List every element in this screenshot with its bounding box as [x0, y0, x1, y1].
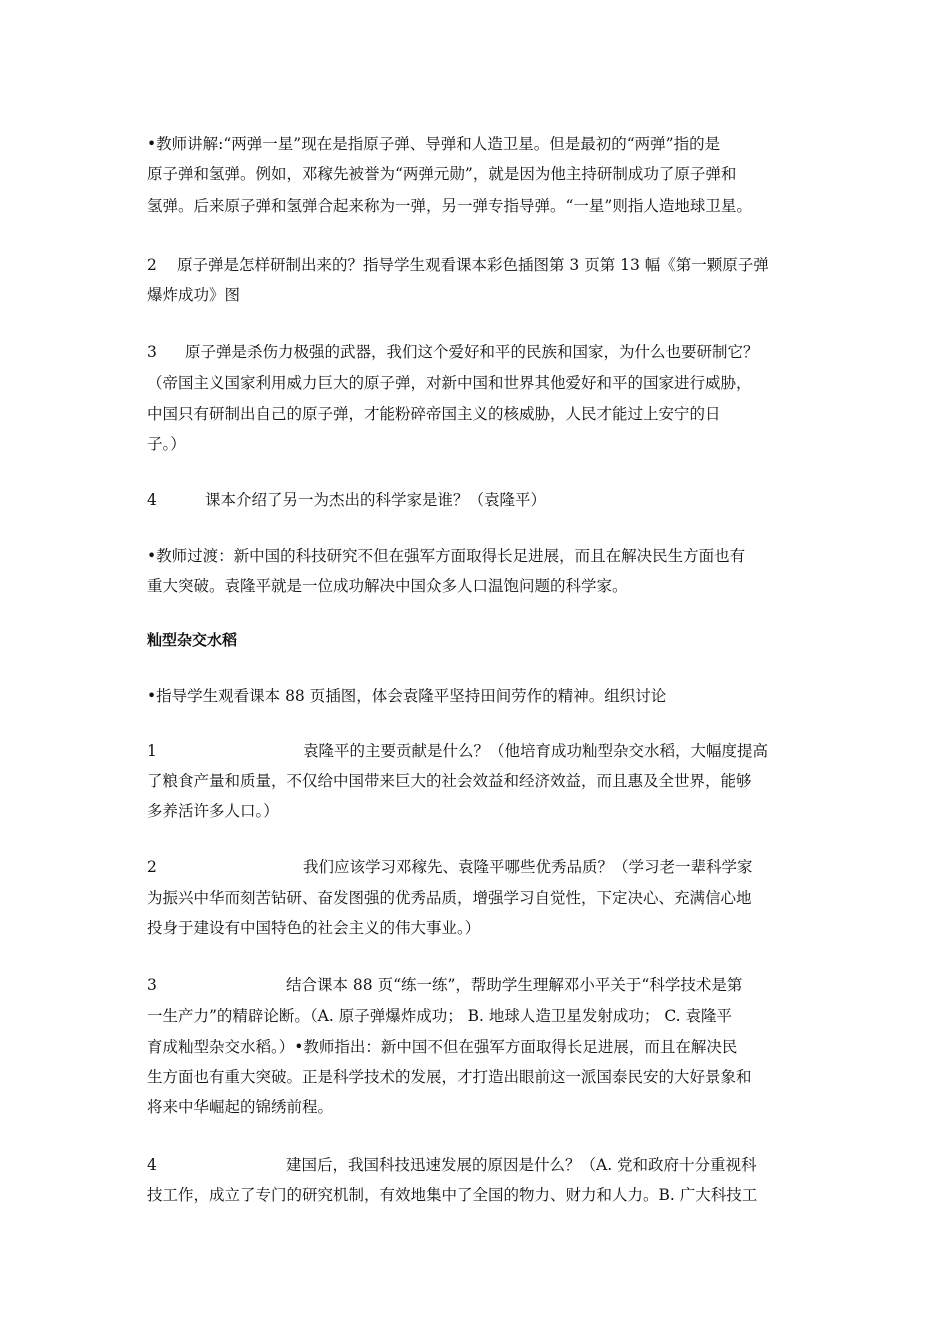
paragraph-line: 技工作，成立了专门的研究机制，有效地集中了全国的物力、财力和人力。B. 广大科技工 [147, 1186, 758, 1204]
paragraph-line: 子。） [147, 435, 186, 453]
paragraph-line: 一生产力”的精辟论断。（A. 原子弹爆炸成功； B. 地球人造卫星发射成功； C. 袁隆平 [147, 1007, 732, 1025]
paragraph-line: 多养活许多人口。） [147, 802, 279, 820]
list-number: 3 [147, 976, 157, 994]
paragraph-line: 重大突破。袁隆平就是一位成功解决中国众多人口温饱问题的科学家。 [147, 577, 628, 595]
paragraph-line: 生方面也有重大突破。正是科学技术的发展，才打造出眼前这一派国泰民安的大好景象和 [147, 1068, 752, 1086]
paragraph-line: •教师过渡：新中国的科技研究不但在强军方面取得长足进展，而且在解决民生方面也有 [147, 547, 746, 565]
paragraph-line: 原子弹和氢弹。例如，邓稼先被誉为“两弹元勋”，就是因为他主持研制成功了原子弹和 [147, 165, 737, 183]
paragraph-line: 氢弹。后来原子弹和氢弹合起来称为一弹，另一弹专指导弹。“一星”则指人造地球卫星。 [147, 197, 752, 215]
paragraph-line: 爆炸成功》图 [147, 286, 241, 304]
list-number: 2 [147, 256, 157, 274]
paragraph-line: 为振兴中华而刻苦钻研、奋发图强的优秀品质，增强学习自觉性，下定决心、充满信心地 [147, 889, 752, 907]
paragraph-line: 育成籼型杂交水稻。）•教师指出：新中国不但在强军方面取得长足进展，而且在解决民 [147, 1038, 738, 1056]
paragraph-line: 原子弹是杀伤力极强的武器，我们这个爱好和平的民族和国家，为什么也要研制它？ [185, 343, 759, 361]
paragraph-line: 课本介绍了另一为杰出的科学家是谁？（袁隆平） [205, 491, 547, 509]
paragraph-line: 将来中华崛起的锦绣前程。 [147, 1098, 334, 1116]
paragraph-line: 投身于建设有中国特色的社会主义的伟大事业。） [147, 919, 481, 937]
paragraph-line: （帝国主义国家利用威力巨大的原子弹，对新中国和世界其他爱好和平的国家进行威胁， [147, 374, 752, 392]
list-number: 2 [147, 858, 157, 876]
paragraph-line: 我们应该学习邓稼先、袁隆平哪些优秀品质？（学习老一辈科学家 [303, 858, 753, 876]
paragraph-line: 原子弹是怎样研制出来的？指导学生观看课本彩色插图第 3 页第 13 幅《第一颗原子弹 [177, 256, 769, 274]
paragraph-line: •指导学生观看课本 88 页插图，体会袁隆平坚持田间劳作的精神。组织讨论 [147, 687, 667, 705]
paragraph-line: •教师讲解:“两弹一星”现在是指原子弹、导弹和人造卫星。但是最初的“两弹”指的是 [147, 135, 721, 153]
section-heading: 籼型杂交水稻 [147, 631, 238, 649]
paragraph-line: 结合课本 88 页“练一练”，帮助学生理解邓小平关于“科学技术是第 [286, 976, 743, 994]
list-number: 1 [147, 742, 157, 760]
list-number: 4 [147, 491, 157, 509]
list-number: 4 [147, 1156, 157, 1174]
paragraph-line: 袁隆平的主要贡献是什么？（他培育成功籼型杂交水稻，大幅度提高 [303, 742, 769, 760]
paragraph-line: 建国后，我国科技迅速发展的原因是什么？（A. 党和政府十分重视科 [286, 1156, 757, 1174]
list-number: 3 [147, 343, 157, 361]
paragraph-line: 了粮食产量和质量，不仅给中国带来巨大的社会效益和经济效益，而且惠及全世界，能够 [147, 772, 752, 790]
paragraph-line: 中国只有研制出自己的原子弹，才能粉碎帝国主义的核威胁，人民才能过上安宁的日 [147, 405, 721, 423]
